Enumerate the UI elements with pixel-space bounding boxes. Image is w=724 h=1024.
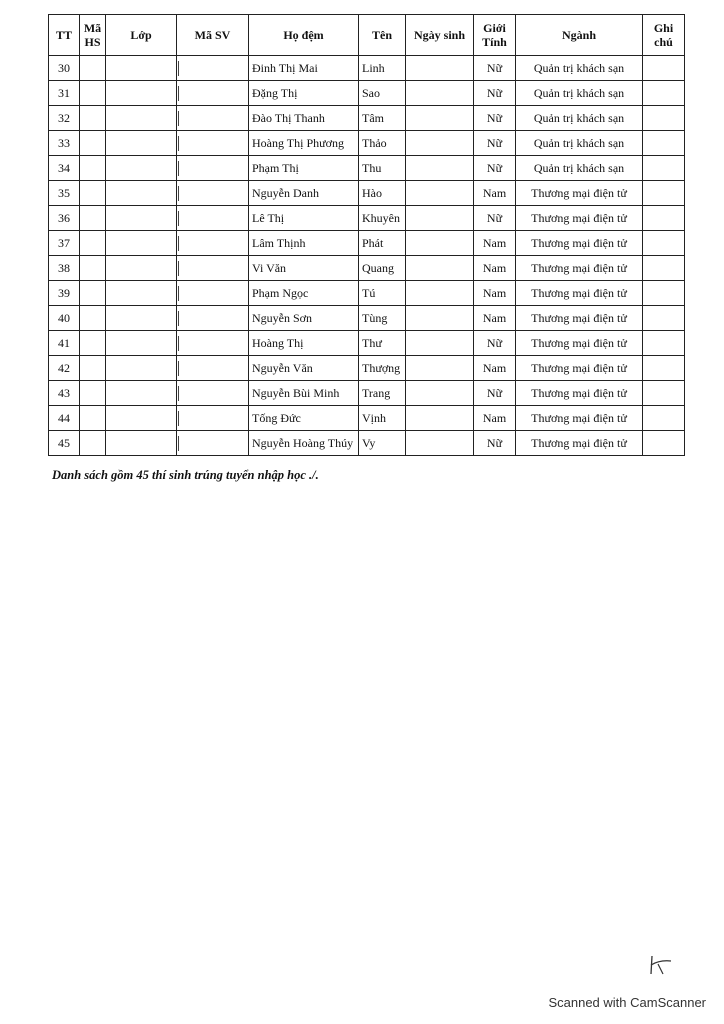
cell-tt: 37: [49, 231, 80, 256]
cell-ghi-chu: [643, 56, 685, 81]
cell-ma-hs: [80, 256, 106, 281]
cell-ten: Tùng: [359, 306, 406, 331]
cell-ma-sv: [177, 406, 249, 431]
cell-ghi-chu: [643, 356, 685, 381]
header-gioi-tinh: Giới Tính: [474, 15, 516, 56]
table-row: [49, 56, 685, 81]
footer-note: Danh sách gồm 45 thí sinh trúng tuyển nhập học ./.: [52, 468, 319, 482]
cell-ma-sv: [177, 56, 249, 81]
cell-ma-hs: [80, 281, 106, 306]
cell-nganh: Quản trị khách sạn: [516, 131, 643, 156]
cell-ten: Quang: [359, 256, 406, 281]
header-lop: Lớp: [106, 15, 177, 56]
cell-ngay-sinh: [406, 181, 474, 206]
cell-ngay-sinh: [406, 281, 474, 306]
header-ma-sv: Mã SV: [177, 15, 249, 56]
table-row: [49, 406, 685, 431]
cell-ma-sv: [177, 256, 249, 281]
cell-ma-hs: [80, 181, 106, 206]
cell-ten: Thư: [359, 331, 406, 356]
cell-nganh: Quản trị khách sạn: [516, 156, 643, 181]
cell-ma-sv: [177, 356, 249, 381]
table-body: [49, 56, 685, 456]
cell-ngay-sinh: [406, 106, 474, 131]
cell-ten: Linh: [359, 56, 406, 81]
cell-ho-dem: Nguyễn Văn: [249, 356, 359, 381]
cell-nganh: Thương mại điện tử: [516, 181, 643, 206]
cell-ngay-sinh: [406, 81, 474, 106]
header-ten: Tên: [359, 15, 406, 56]
cell-tt: 35: [49, 181, 80, 206]
cell-tt: 42: [49, 356, 80, 381]
table-row: [49, 106, 685, 131]
scanner-watermark: Scanned with CamScanner: [548, 995, 706, 1010]
cell-nganh: Thương mại điện tử: [516, 306, 643, 331]
cell-nganh: Thương mại điện tử: [516, 406, 643, 431]
cell-gioi-tinh: Nam: [474, 281, 516, 306]
cell-ghi-chu: [643, 181, 685, 206]
cell-ten: Phát: [359, 231, 406, 256]
cell-ten: Sao: [359, 81, 406, 106]
cell-tt: 38: [49, 256, 80, 281]
cell-ho-dem: Phạm Ngọc: [249, 281, 359, 306]
table-row: [49, 206, 685, 231]
cell-ten: Trang: [359, 381, 406, 406]
cell-ma-hs: [80, 431, 106, 456]
table-row: [49, 331, 685, 356]
cell-ma-hs: [80, 81, 106, 106]
cell-ma-hs: [80, 381, 106, 406]
cell-ma-sv: [177, 331, 249, 356]
cell-ghi-chu: [643, 131, 685, 156]
table-row: [49, 181, 685, 206]
cell-lop: [106, 356, 177, 381]
cell-tt: 31: [49, 81, 80, 106]
cell-tt: 36: [49, 206, 80, 231]
cell-lop: [106, 156, 177, 181]
cell-ho-dem: Đào Thị Thanh: [249, 106, 359, 131]
cell-tt: 34: [49, 156, 80, 181]
cell-ho-dem: Vi Văn: [249, 256, 359, 281]
cell-ngay-sinh: [406, 231, 474, 256]
cell-nganh: Thương mại điện tử: [516, 331, 643, 356]
cell-lop: [106, 331, 177, 356]
cell-ngay-sinh: [406, 381, 474, 406]
header-nganh: Ngành: [516, 15, 643, 56]
cell-ma-sv: [177, 231, 249, 256]
cell-ngay-sinh: [406, 256, 474, 281]
table-row: [49, 306, 685, 331]
cell-gioi-tinh: Nữ: [474, 106, 516, 131]
cell-tt: 40: [49, 306, 80, 331]
table-header-row: [49, 15, 685, 56]
cell-nganh: Thương mại điện tử: [516, 256, 643, 281]
cell-tt: 30: [49, 56, 80, 81]
cell-ghi-chu: [643, 256, 685, 281]
cell-ho-dem: Nguyễn Danh: [249, 181, 359, 206]
cell-ma-sv: [177, 206, 249, 231]
cell-tt: 41: [49, 331, 80, 356]
cell-ma-hs: [80, 131, 106, 156]
table-row: [49, 256, 685, 281]
cell-ma-sv: [177, 156, 249, 181]
table-row: [49, 156, 685, 181]
cell-ngay-sinh: [406, 206, 474, 231]
cell-ma-hs: [80, 231, 106, 256]
header-ghi-chu: Ghi chú: [643, 15, 685, 56]
cell-ma-sv: [177, 81, 249, 106]
cell-ghi-chu: [643, 431, 685, 456]
cell-gioi-tinh: Nam: [474, 306, 516, 331]
cell-ghi-chu: [643, 206, 685, 231]
cell-ghi-chu: [643, 231, 685, 256]
cell-lop: [106, 56, 177, 81]
cell-nganh: Thương mại điện tử: [516, 381, 643, 406]
cell-lop: [106, 281, 177, 306]
cell-tt: 32: [49, 106, 80, 131]
cell-gioi-tinh: Nữ: [474, 156, 516, 181]
cell-gioi-tinh: Nam: [474, 406, 516, 431]
table-row: [49, 281, 685, 306]
cell-nganh: Thương mại điện tử: [516, 431, 643, 456]
cell-ten: Vịnh: [359, 406, 406, 431]
cell-lop: [106, 231, 177, 256]
cell-ho-dem: Hoàng Thị: [249, 331, 359, 356]
cell-lop: [106, 381, 177, 406]
cell-ma-hs: [80, 306, 106, 331]
table-row: [49, 131, 685, 156]
cell-gioi-tinh: Nam: [474, 356, 516, 381]
cell-nganh: Quản trị khách sạn: [516, 106, 643, 131]
cell-ten: Tâm: [359, 106, 406, 131]
cell-ma-sv: [177, 381, 249, 406]
cell-tt: 33: [49, 131, 80, 156]
cell-gioi-tinh: Nữ: [474, 56, 516, 81]
cell-ghi-chu: [643, 381, 685, 406]
cell-lop: [106, 106, 177, 131]
cell-ghi-chu: [643, 331, 685, 356]
cell-ngay-sinh: [406, 156, 474, 181]
header-tt: TT: [49, 15, 80, 56]
table-row: [49, 81, 685, 106]
cell-lop: [106, 256, 177, 281]
cell-lop: [106, 431, 177, 456]
cell-lop: [106, 206, 177, 231]
cell-gioi-tinh: Nữ: [474, 431, 516, 456]
cell-ma-hs: [80, 406, 106, 431]
header-ngay-sinh: Ngày sinh: [406, 15, 474, 56]
cell-ten: Thu: [359, 156, 406, 181]
cell-ghi-chu: [643, 406, 685, 431]
cell-ho-dem: Đặng Thị: [249, 81, 359, 106]
cell-ma-sv: [177, 306, 249, 331]
cell-gioi-tinh: Nam: [474, 231, 516, 256]
cell-nganh: Quản trị khách sạn: [516, 81, 643, 106]
cell-ma-hs: [80, 106, 106, 131]
cell-ma-hs: [80, 156, 106, 181]
cell-ho-dem: Nguyễn Sơn: [249, 306, 359, 331]
cell-ten: Khuyên: [359, 206, 406, 231]
cell-ngay-sinh: [406, 331, 474, 356]
cell-nganh: Quản trị khách sạn: [516, 56, 643, 81]
cell-tt: 43: [49, 381, 80, 406]
cell-lop: [106, 306, 177, 331]
cell-ngay-sinh: [406, 431, 474, 456]
cell-ma-hs: [80, 331, 106, 356]
cell-ho-dem: Đinh Thị Mai: [249, 56, 359, 81]
cell-ma-sv: [177, 106, 249, 131]
cell-ten: Tú: [359, 281, 406, 306]
header-ho-dem: Họ đệm: [249, 15, 359, 56]
cell-nganh: Thương mại điện tử: [516, 281, 643, 306]
cell-tt: 39: [49, 281, 80, 306]
cell-tt: 44: [49, 406, 80, 431]
cell-ghi-chu: [643, 106, 685, 131]
cell-ngay-sinh: [406, 306, 474, 331]
table-row: [49, 356, 685, 381]
cell-ho-dem: Phạm Thị: [249, 156, 359, 181]
cell-ma-hs: [80, 56, 106, 81]
cell-ho-dem: Tống Đức: [249, 406, 359, 431]
table-row: [49, 381, 685, 406]
cell-gioi-tinh: Nữ: [474, 331, 516, 356]
cell-nganh: Thương mại điện tử: [516, 206, 643, 231]
cell-ten: Thảo: [359, 131, 406, 156]
cell-ho-dem: Nguyễn Bùi Minh: [249, 381, 359, 406]
cell-gioi-tinh: Nữ: [474, 381, 516, 406]
cell-lop: [106, 181, 177, 206]
cell-ho-dem: Lê Thị: [249, 206, 359, 231]
cell-ma-sv: [177, 431, 249, 456]
header-ma-hs: Mã HS: [80, 15, 106, 56]
cell-gioi-tinh: Nữ: [474, 206, 516, 231]
cell-ngay-sinh: [406, 56, 474, 81]
cell-ho-dem: Lâm Thịnh: [249, 231, 359, 256]
cell-ho-dem: Nguyễn Hoàng Thúy: [249, 431, 359, 456]
cell-ma-sv: [177, 281, 249, 306]
cell-gioi-tinh: Nữ: [474, 131, 516, 156]
cell-ma-sv: [177, 181, 249, 206]
cell-ho-dem: Hoàng Thị Phương: [249, 131, 359, 156]
cell-tt: 45: [49, 431, 80, 456]
cell-ghi-chu: [643, 156, 685, 181]
cell-ma-hs: [80, 356, 106, 381]
cell-ghi-chu: [643, 281, 685, 306]
cell-ngay-sinh: [406, 356, 474, 381]
cell-ten: Hào: [359, 181, 406, 206]
cell-lop: [106, 131, 177, 156]
cell-lop: [106, 406, 177, 431]
cell-ngay-sinh: [406, 131, 474, 156]
cell-nganh: Thương mại điện tử: [516, 356, 643, 381]
admission-roster-table: [48, 14, 685, 456]
cell-ghi-chu: [643, 306, 685, 331]
cell-gioi-tinh: Nam: [474, 181, 516, 206]
cell-nganh: Thương mại điện tử: [516, 231, 643, 256]
handwritten-initials-icon: [646, 950, 676, 978]
cell-lop: [106, 81, 177, 106]
cell-ngay-sinh: [406, 406, 474, 431]
cell-gioi-tinh: Nữ: [474, 81, 516, 106]
table-row: [49, 231, 685, 256]
cell-ten: Vy: [359, 431, 406, 456]
cell-ma-sv: [177, 131, 249, 156]
cell-ma-hs: [80, 206, 106, 231]
cell-ten: Thượng: [359, 356, 406, 381]
table-row: [49, 431, 685, 456]
cell-gioi-tinh: Nam: [474, 256, 516, 281]
cell-ghi-chu: [643, 81, 685, 106]
